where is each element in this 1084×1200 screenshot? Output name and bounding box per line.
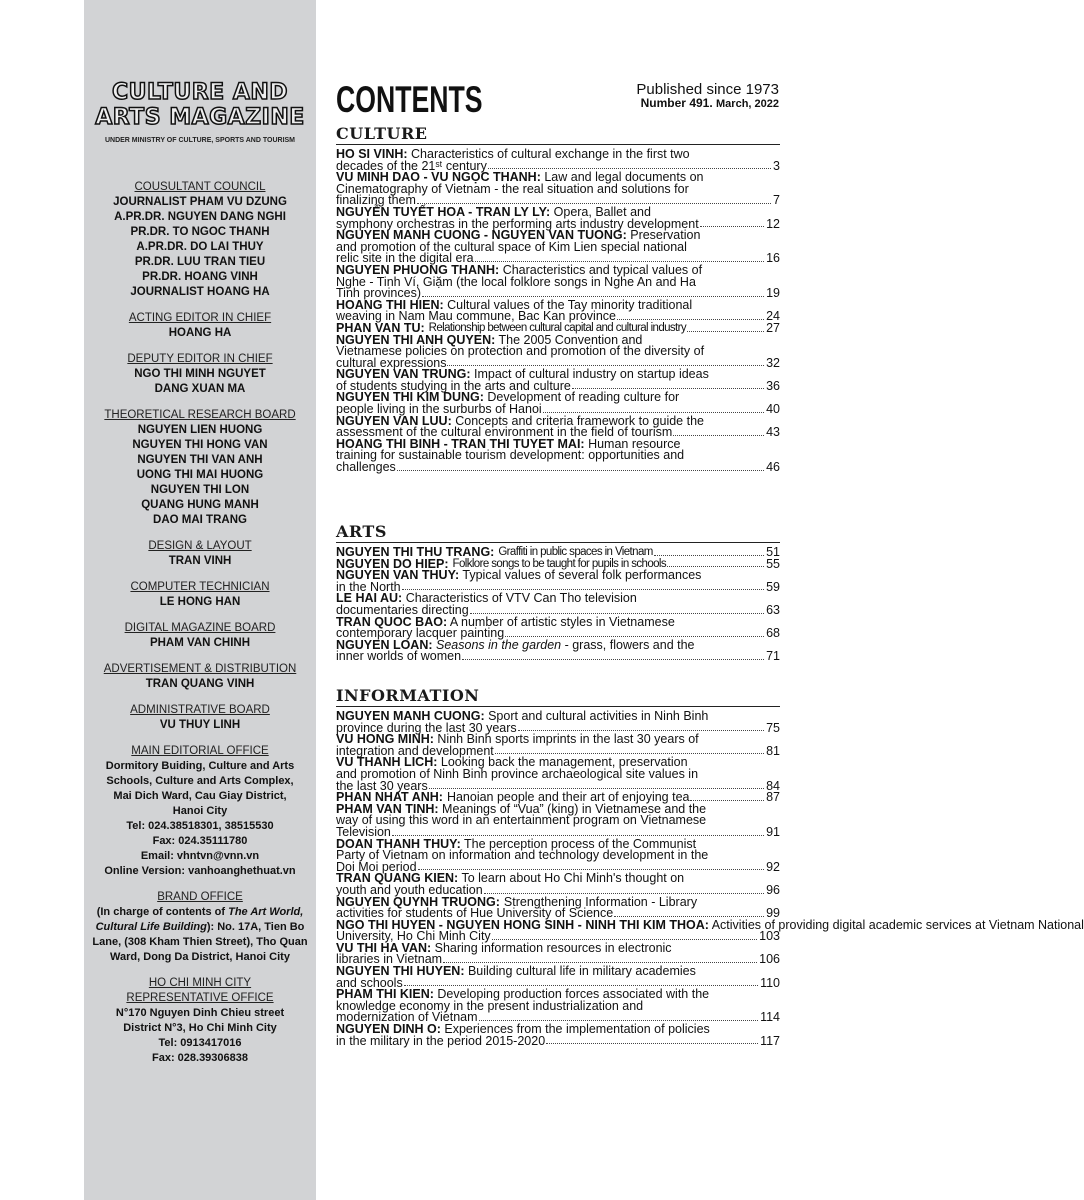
page-number: 84: [766, 778, 780, 793]
entry-title-part: training for sustainable tourism development: opportunities and: [336, 448, 685, 463]
entry-title-part: Sport and cultural activities in Ninh Binh: [488, 709, 709, 723]
entry-title-part: Characteristics of VTV Can Tho television: [405, 591, 637, 606]
entry-author: PHAN NHAT ANH:: [336, 790, 443, 805]
staff-group-heading: ACTING EDITOR IN CHIEF: [128, 312, 272, 324]
entry-author: TRAN QUOC BAO:: [336, 614, 448, 629]
entry-title-end: of students studying in the arts and culture: [336, 378, 571, 393]
staff-group: [84, 408, 316, 528]
entry-author: NGUYEN MANH CUONG:: [336, 709, 485, 723]
page-number: 117: [760, 1033, 780, 1048]
page-number: 81: [766, 743, 780, 758]
dot-leader: [495, 753, 764, 754]
entry-title-end: and schools: [336, 975, 403, 990]
magazine-title-line1: CULTURE AND: [111, 80, 289, 105]
toc-entry[interactable]: [336, 297, 780, 324]
dot-leader: [673, 435, 764, 436]
staff-name: TRAN QUANG VINH: [145, 678, 255, 690]
entry-title-part: Looking back the management, preservation: [440, 755, 688, 770]
dot-leader: [488, 168, 771, 169]
staff-name: DAO MAI TRANG: [153, 514, 247, 526]
page-number: 32: [766, 355, 780, 370]
page-number: 7: [773, 193, 780, 208]
toc-entry[interactable]: [336, 332, 780, 370]
dot-leader: [614, 916, 764, 917]
staff-group-heading: DIGITAL MAGAZINE BOARD: [124, 622, 276, 634]
magazine-subtitle: UNDER MINISTRY OF CULTURE, SPORTS AND TOURISM: [104, 137, 296, 144]
entry-title-end: cultural expressions: [336, 355, 447, 370]
main-office-heading: MAIN EDITORIAL OFFICE: [131, 745, 269, 757]
entry-title-end: libraries in Vietnam: [336, 952, 443, 967]
dot-leader: [447, 365, 764, 366]
staff-group: [84, 311, 316, 341]
entry-title-end: Relationship between cultural capital and cultural industry: [428, 321, 687, 334]
dot-leader: [429, 788, 764, 789]
staff-group-heading: DESIGN & LAYOUT: [148, 540, 252, 552]
entry-title-end: in the military in the period 2015-2020: [336, 1033, 546, 1048]
dot-leader: [543, 412, 764, 413]
dot-leader: [404, 985, 758, 986]
issue-date: March, 2022: [716, 98, 779, 110]
entry-title-part: way of using this word in an entertainment program on Vietnamese: [336, 813, 707, 828]
entry-title-end: finalizing them: [336, 193, 416, 208]
entry-author: NGUYEN THI HUYEN:: [336, 964, 465, 979]
hcm-office-line: N°170 Nguyen Dinh Chieu street: [115, 1007, 285, 1019]
entry-title-end: Folklore songs to be taught for pupils in schools: [452, 557, 667, 570]
toc-entry[interactable]: [336, 836, 780, 874]
entry-title-part: Law and legal documents on: [544, 170, 704, 185]
toc-entry[interactable]: [336, 637, 780, 664]
staff-group: [84, 539, 316, 569]
hcm-office: [84, 976, 316, 1066]
dot-leader: [462, 659, 764, 660]
staff-name: NGUYEN THI LON: [150, 484, 250, 496]
toc-entry[interactable]: [336, 757, 780, 792]
entry-author: DOAN THANH THUY:: [336, 836, 461, 851]
staff-name: PR.DR. HOANG VINH: [142, 271, 258, 283]
section-information: [336, 686, 1084, 1048]
brand-office-heading: BRAND OFFICE: [157, 891, 243, 903]
entry-title-end: symphony orchestras in the performing arts industry development: [336, 216, 699, 231]
entry-title-part: Meanings of “Vua” (king) in Vietnamese and the: [442, 801, 707, 816]
entry-title-part: Typical values of several folk performances: [462, 568, 702, 583]
entry-title-part: Cinematography of Vietnam - the real situation and solutions for: [336, 181, 689, 196]
page-number: 46: [766, 460, 780, 475]
toc-entry[interactable]: [336, 369, 780, 392]
entry-title-end: Strengthening Information - Library: [503, 894, 698, 909]
issue-info: [641, 96, 779, 111]
entry-title-part: Developing production forces associated with the: [437, 987, 710, 1002]
entry-title-part: Nghe - Tinh Ví, Giặm (the local folklore songs in Nghe An and Ha: [336, 274, 696, 289]
hcm-office-line: Tel: 0913417016: [158, 1037, 242, 1049]
entry-author: NGUYEN VAN TRUNG:: [336, 367, 471, 382]
entry-title-part: Opera, Ballet and: [553, 204, 651, 219]
entry-title-part: Development of reading culture for: [487, 390, 680, 405]
staff-group-heading: DEPUTY EDITOR IN CHIEF: [127, 353, 273, 365]
page-number: 63: [766, 602, 780, 617]
entry-author: NGUYEN THI THU TRANG:: [336, 545, 495, 559]
page-number: 106: [759, 952, 780, 967]
brand-office-suffix: ): No. 17A, Tien Bo Lane, (308 Kham Thien Street), Tho Quan Ward, Dong Da District, Hanoi City: [92, 921, 308, 963]
dot-leader: [690, 800, 764, 801]
brand-office-italic: The Art World, Cultural Life Building: [95, 906, 304, 933]
staff-name: LE HONG HAN: [159, 596, 241, 608]
main-office-line: Mai Dich Ward, Cau Giay District,: [113, 790, 287, 802]
entry-list: [336, 547, 780, 663]
entry-last-line: [336, 651, 780, 663]
toc-entry[interactable]: [336, 873, 780, 896]
brand-office: [84, 890, 316, 965]
staff-name: NGUYEN THI VAN ANH: [137, 454, 263, 466]
entry-author: TRAN QUANG KIEN:: [336, 871, 459, 886]
entry-author: PHAM VAN TINH:: [336, 801, 439, 816]
toc-entry[interactable]: [336, 570, 780, 593]
toc-entry[interactable]: [336, 172, 780, 207]
entry-title-part: Building cultural life in military academies: [467, 964, 696, 979]
entry-title-end: documentaries directing: [336, 602, 469, 617]
toc-entry[interactable]: [336, 204, 780, 231]
entry-title-part: Cultural values of the Tay minority traditional: [447, 297, 693, 312]
entry-title-part: and promotion of the cultural space of Kim Lien special national: [336, 239, 687, 254]
entry-author: LE HAI AU:: [336, 591, 403, 606]
entry-title-end: Tinh provinces): [336, 286, 421, 301]
dot-leader: [417, 203, 771, 204]
entry-title-part: Concepts and criteria framework to guide the: [455, 413, 704, 428]
staff-name: A.PR.DR. DO LAI THUY: [136, 241, 264, 253]
entry-title-part: Vietnamese policies on protection and promotion of the diversity of: [336, 344, 705, 359]
page-number: 68: [766, 626, 780, 641]
dot-leader: [667, 566, 764, 567]
toc-entry[interactable]: [336, 413, 780, 440]
entry-author: VU THI HA VAN:: [336, 940, 432, 955]
dot-leader: [572, 388, 764, 389]
entry-title-end: assessment of the cultural environment in the field of tourism: [336, 425, 673, 440]
entry-author: HO SI VINH:: [336, 147, 408, 161]
dot-leader: [518, 730, 764, 731]
main-office-line: Hanoi City: [172, 805, 228, 817]
dot-leader: [443, 962, 757, 963]
entry-title-part: Activities of providing digital academic services at Vietnam National: [711, 917, 1084, 932]
entry-title-part: knowledge economy in the present industrialization and: [336, 998, 644, 1013]
entry-title-end: University, Ho Chi Minh City: [336, 929, 491, 944]
hcm-office-heading: HO CHI MINH CITY: [148, 977, 252, 989]
main-office-line: Schools, Culture and Arts Complex,: [106, 775, 294, 787]
dot-leader: [397, 470, 764, 471]
dot-leader: [479, 1020, 759, 1021]
staff-name: PHAM VAN CHINH: [149, 637, 251, 649]
toc-entry[interactable]: [336, 1024, 780, 1047]
section-heading: ARTS: [336, 523, 780, 543]
entry-author: HOANG THI HIEN:: [336, 297, 444, 312]
entry-list: [336, 149, 780, 474]
magazine-title: [84, 80, 316, 130]
entry-title-end: the last 30 years: [336, 778, 428, 793]
entry-title-part: Impact of cultural industry on startup ideas: [473, 367, 709, 382]
staff-group: [84, 662, 316, 692]
page-number: 114: [760, 1010, 780, 1025]
toc-entry[interactable]: [336, 917, 1084, 944]
page-number: 103: [759, 929, 780, 944]
entry-title-part: The perception process of the Communist: [464, 836, 697, 851]
entry-first-line: [336, 570, 780, 582]
main-office-line: Dormitory Buiding, Culture and Arts: [105, 760, 295, 772]
entry-title-end: in the North: [336, 579, 401, 594]
dot-leader: [470, 613, 764, 614]
entry-title-part: Characteristics and typical values of: [502, 262, 703, 277]
dot-leader: [475, 261, 765, 262]
staff-name: PR.DR. TO NGOC THANH: [130, 226, 270, 238]
page-number: 43: [766, 425, 780, 440]
entry-author: NGUYEN VAN THUY:: [336, 568, 460, 583]
toc-entry[interactable]: [336, 436, 780, 475]
entry-title-part: Sharing information resources in electronic: [434, 940, 672, 955]
entry-author: VU THANH LICH:: [336, 755, 438, 770]
main-office-line: Online Version: vanhoanghethuat.vn: [104, 865, 296, 877]
page-number: 40: [766, 402, 780, 417]
staff-group: [84, 621, 316, 651]
entry-title-end: Hanoian people and their art of enjoying tea: [446, 790, 690, 805]
entry-title-end: Television: [336, 824, 391, 839]
entry-title-end: people living in the surburbs of Hanoi: [336, 402, 542, 417]
page-number: 24: [766, 309, 780, 324]
entry-author: NGUYEN THI ANH QUYEN:: [336, 332, 496, 347]
entry-title-end: weaving in Nam Mau commune, Bac Kan province: [336, 309, 616, 324]
entry-title-end: modernization of Vietnam: [336, 1010, 478, 1025]
staff-name: NGUYEN THI HONG VAN: [132, 439, 268, 451]
page-number: 16: [766, 251, 780, 266]
entry-italic-title: Seasons in the garden: [436, 637, 562, 652]
page-number: 92: [766, 859, 780, 874]
entry-title-part: Ninh Binh sports imprints in the last 30 years of: [437, 732, 699, 747]
staff-name: NGO THI MINH NGUYET: [134, 368, 266, 380]
main-office: [84, 744, 316, 879]
page-number: 3: [773, 158, 780, 173]
entry-author: PHAN VAN TU:: [336, 320, 425, 335]
entry-title-part: Characteristics of cultural exchange in the first two: [411, 147, 690, 161]
page-number: 36: [766, 378, 780, 393]
section-heading: INFORMATION: [336, 687, 780, 707]
dot-leader: [402, 589, 764, 590]
hcm-office-line: Fax: 028.39306838: [151, 1052, 249, 1064]
toc-entry[interactable]: [336, 593, 780, 616]
toc-entry[interactable]: [336, 711, 780, 734]
dot-leader: [392, 835, 764, 836]
entry-title-part: A number of artistic styles in Vietnamese: [449, 614, 675, 629]
entry-author: NGUYEN VAN LUU:: [336, 413, 452, 428]
main-office-line: Fax: 024.35111780: [152, 835, 248, 847]
staff-name: QUANG HUNG MANH: [141, 499, 259, 511]
dot-leader: [505, 636, 764, 637]
masthead-sidebar: [84, 0, 316, 1200]
entry-title-end: relic site in the digital era: [336, 251, 474, 266]
page-number: 19: [766, 286, 780, 301]
hcm-office-heading: REPRESENTATIVE OFFICE: [126, 992, 274, 1004]
toc-entry[interactable]: [336, 230, 780, 265]
dot-leader: [654, 555, 764, 556]
toc-entry[interactable]: [336, 801, 780, 839]
entry-last-line: [336, 1033, 780, 1048]
entry-title-part: Preservation: [630, 228, 701, 243]
staff-name: JOURNALIST HOANG HA: [130, 286, 270, 298]
staff-group: [84, 703, 316, 733]
entry-title-end: contemporary lacquer painting: [336, 626, 505, 641]
staff-group-heading: COUSULTANT COUNCIL: [134, 181, 266, 193]
issue-number: Number 491.: [640, 96, 713, 110]
entry-title-part: Experiences from the implementation of policies: [444, 1022, 710, 1037]
main-office-line: Tel: 024.38518301, 38515530: [126, 820, 274, 832]
page-number: 51: [766, 545, 780, 559]
section-arts: [336, 523, 780, 663]
brand-office-text: [84, 905, 316, 965]
section-culture: [336, 125, 780, 474]
entry-author: NGUYEN PHUONG THANH:: [336, 262, 500, 277]
entry-author: VU MINH DAO - VU NGỌC THANH:: [336, 170, 541, 185]
page-number: 59: [766, 579, 780, 594]
dot-leader: [687, 331, 764, 332]
dot-leader: [546, 1043, 758, 1044]
entry-title-part: Party of Vietnam on information and technology development in the: [336, 848, 709, 863]
entry-author: PHAM THI KIEN:: [336, 987, 434, 1002]
dot-leader: [492, 939, 757, 940]
entry-title-part: and promotion of Ninh Binh province archaeological site values in: [336, 766, 699, 781]
staff-name: DANG XUAN MA: [154, 383, 246, 395]
magazine-title-line2: ARTS MAGAZINE: [95, 105, 305, 130]
staff-group: [84, 352, 316, 397]
toc-entry[interactable]: [336, 940, 780, 967]
staff-group-heading: COMPUTER TECHNICIAN: [130, 581, 270, 593]
entry-author: HOANG THI BINH - TRAN THI TUYET MAI:: [336, 436, 585, 451]
entry-title-end: inner worlds of women: [336, 649, 462, 664]
entry-last-line: [336, 462, 780, 474]
page-number: 12: [766, 216, 780, 231]
page-number: 110: [760, 975, 780, 990]
entry-title-end: Doi Moi period: [336, 859, 417, 874]
toc-entry[interactable]: [336, 149, 780, 172]
entry-title-end: integration and development: [336, 743, 494, 758]
staff-name: NGUYEN LIEN HUONG: [137, 424, 263, 436]
entry-author: NGUYEN QUYNH TRUONG:: [336, 894, 500, 909]
page-number: 96: [766, 882, 780, 897]
entry-author: NGUYEN THI KIM DUNG:: [336, 390, 484, 405]
entry-author: NGUYEN LOAN:: [336, 637, 433, 652]
page-number: 91: [766, 824, 780, 839]
entry-author: NGUYEN MANH CUONG - NGUYEN VAN TUONG:: [336, 228, 627, 243]
entry-author: NGUYEN DINH O:: [336, 1022, 441, 1037]
entry-title-part: Human resource: [588, 436, 681, 451]
staff-group: [84, 580, 316, 610]
entry-title-part: The 2005 Convention and: [498, 332, 643, 347]
page-number: 27: [766, 320, 780, 335]
entry-title-part: To learn about Ho Chi Minh's thought on: [461, 871, 685, 886]
staff-name: HOANG HA: [168, 327, 232, 339]
staff-group-heading: ADVERTISEMENT & DISTRIBUTION: [103, 663, 297, 675]
entry-title-end: province during the last 30 years: [336, 720, 517, 735]
staff-group-heading: ADMINISTRATIVE BOARD: [130, 704, 270, 716]
staff-name: JOURNALIST PHAM VU DZUNG: [113, 196, 287, 208]
entry-author: NGO THI HUYEN - NGUYEN HONG SINH - NINH THI KIM THOA:: [336, 917, 709, 932]
entry-author: VU HONG MINH:: [336, 732, 434, 747]
page-number: 87: [766, 790, 780, 805]
entry-title-end: decades of the 21ˢᵗ century: [336, 158, 487, 173]
staff-list: [84, 180, 316, 1077]
dot-leader: [418, 869, 765, 870]
contents-title: CONTENTS: [336, 79, 483, 120]
page-number: 75: [766, 720, 780, 735]
section-heading: CULTURE: [336, 125, 780, 145]
entry-author: NGUYỄN TUYẾT HOA - TRAN LY LY:: [336, 204, 551, 219]
main-office-line: Email: vhntvn@vnn.vn: [140, 850, 260, 862]
page-number: 99: [766, 906, 780, 921]
entry-title-part: - grass, flowers and the: [564, 637, 695, 652]
toc-entry[interactable]: [336, 966, 780, 989]
entry-list: [336, 709, 1084, 1048]
toc-entry[interactable]: [336, 989, 780, 1024]
dot-leader: [422, 296, 764, 297]
toc-entry[interactable]: [336, 614, 780, 641]
dot-leader: [617, 319, 764, 320]
toc-entry[interactable]: [336, 734, 780, 757]
dot-leader: [484, 893, 764, 894]
page-number: 71: [766, 649, 780, 664]
entry-title-end: challenges: [336, 460, 396, 475]
toc-entry[interactable]: [336, 262, 780, 301]
staff-name: A.PR.DR. NGUYEN DANG NGHI: [114, 211, 286, 223]
staff-name: VU THUY LINH: [159, 719, 241, 731]
entry-title-end: youth and youth education: [336, 882, 483, 897]
brand-office-prefix: (In charge of contents of: [96, 906, 229, 918]
published-since: Published since 1973: [636, 81, 779, 98]
hcm-office-line: District N°3, Ho Chi Minh City: [123, 1022, 277, 1034]
staff-group: [84, 180, 316, 300]
staff-name: PR.DR. LUU TRAN TIEU: [134, 256, 266, 268]
toc-entry[interactable]: [336, 392, 780, 415]
staff-name: UONG THI MAI HUONG: [136, 469, 264, 481]
entry-title-end: Graffiti in public spaces in Vietnam: [498, 546, 653, 558]
entry-title-end: activities for students of Hue University of Science: [336, 906, 614, 921]
dot-leader: [700, 226, 764, 227]
entry-author: NGUYEN DO HIEP:: [336, 556, 449, 571]
staff-name: TRAN VINH: [168, 555, 232, 567]
staff-group-heading: THEORETICAL RESEARCH BOARD: [104, 409, 296, 421]
page-number: 55: [766, 556, 780, 571]
